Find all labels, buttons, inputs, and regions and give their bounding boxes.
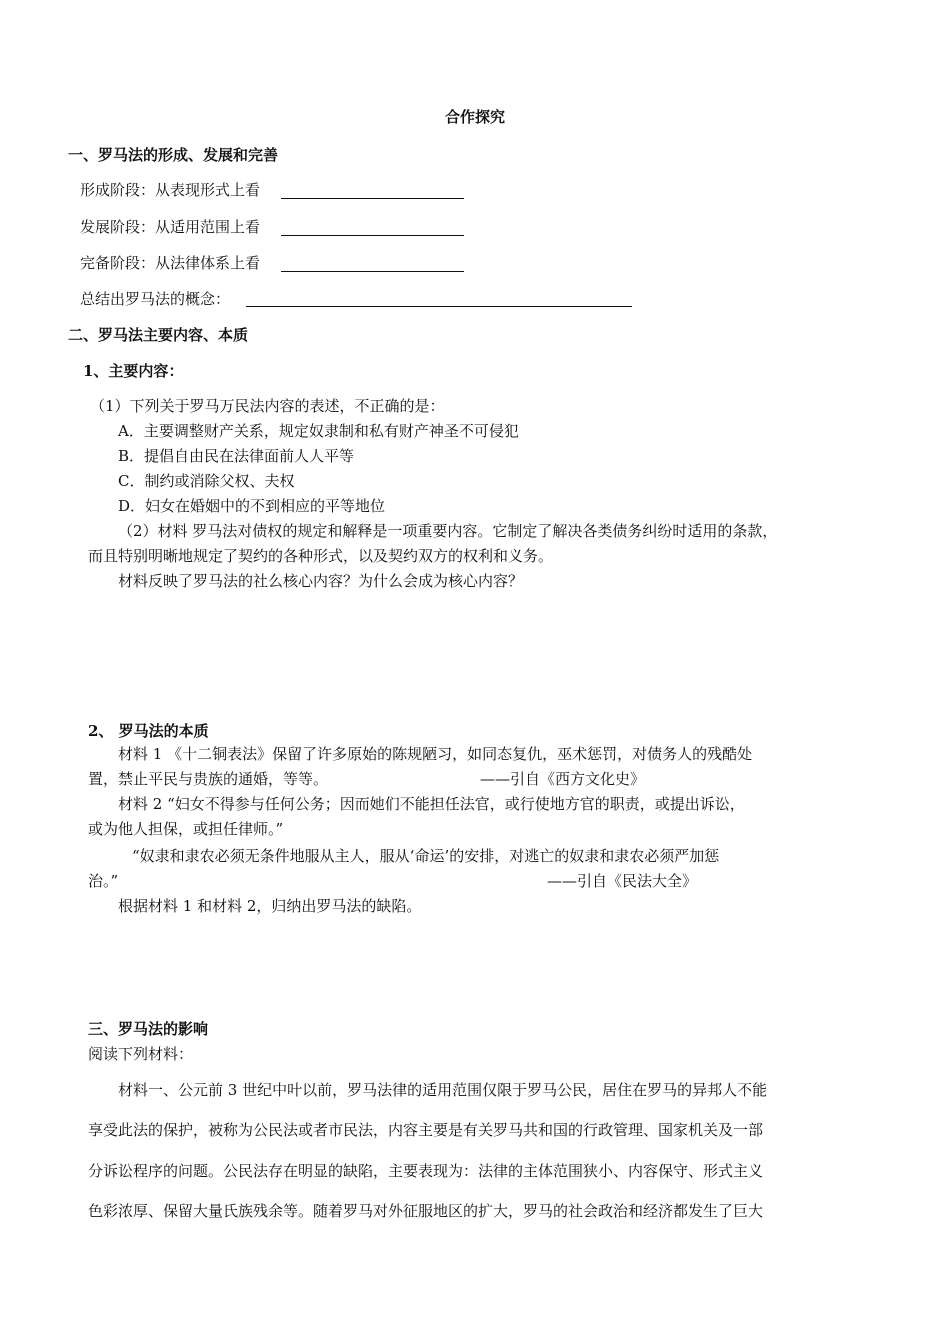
answer-blank-concept[interactable] — [246, 306, 632, 307]
material-2-source: ——引自《民法大全》 — [547, 872, 698, 890]
reading-paragraph-line2: 享受此法的保护，被称为公民法或者市民法，内容主要是有关罗马共和国的行政管理、国家机关及一部 — [88, 1121, 764, 1139]
page-title: 合作探究 — [444, 108, 505, 126]
option-a: A．主要调整财产关系，规定奴隶制和私有财产神圣不可侵犯 — [118, 422, 519, 440]
section-heading-content: 二、罗马法主要内容、本质 — [68, 326, 249, 344]
material-2-line2: 或为他人担保，或担任律师。” — [88, 820, 284, 838]
fill-label-formation-stage: 形成阶段：从表现形式上看 — [80, 181, 261, 199]
reading-paragraph-line4: 色彩浓厚、保留大量氏族残余等。随着罗马对外征服地区的扩大，罗马的社会政治和经济都发生了巨大 — [88, 1202, 764, 1220]
option-d: D．妇女在婚姻中的不到相应的平等地位 — [118, 497, 386, 515]
question-1-stem: （1）下列关于罗马万民法内容的表述，不正确的是： — [90, 397, 445, 415]
subheading-essence: 2、 罗马法的本质 — [88, 722, 209, 740]
material-2-line1: 材料 2 “妇女不得参与任何公务；因而她们不能担任法官，或行使地方官的职责，或提出诉讼， — [118, 795, 745, 813]
reading-paragraph-line3: 分诉讼程序的问题。公民法存在明显的缺陷，主要表现为：法律的主体范围狭小、内容保守、形式主义 — [88, 1162, 764, 1180]
fill-label-completion-stage: 完备阶段：从法律体系上看 — [80, 254, 261, 272]
material-1-source: ——引自《西方文化史》 — [480, 770, 646, 788]
option-b: B．提倡自由民在法律面前人人平等 — [118, 447, 355, 465]
fill-label-development-stage: 发展阶段：从适用范围上看 — [80, 218, 261, 236]
question-2-ask: 材料反映了罗马法的社么核心内容？为什么会成为核心内容？ — [118, 572, 524, 590]
material-2-line3: “奴隶和隶农必须无条件地服从主人，服从‘命运’的安排，对逃亡的奴隶和隶农必须严加惩 — [132, 847, 720, 865]
answer-blank-formation[interactable] — [281, 198, 464, 199]
question-2-material-line2: 而且特别明晰地规定了契约的各种形式，以及契约双方的权利和义务。 — [88, 547, 554, 565]
reading-paragraph-line1: 材料一、公元前 3 世纪中叶以前，罗马法律的适用范围仅限于罗马公民，居住在罗马的异邦人不能 — [118, 1081, 768, 1099]
fill-label-concept: 总结出罗马法的概念： — [80, 290, 231, 308]
answer-blank-completion[interactable] — [281, 271, 464, 272]
option-c: C．制约或消除父权、夫权 — [118, 472, 295, 490]
section-heading-formation: 一、罗马法的形成、发展和完善 — [68, 146, 279, 164]
material-1-line1: 材料 1 《十二铜表法》保留了许多原始的陈规陋习，如同态复仇，巫术惩罚，对债务人的残酷处 — [118, 745, 753, 763]
reading-intro: 阅读下列材料： — [88, 1045, 194, 1063]
material-1-line2: 置，禁止平民与贵族的通婚，等等。 — [88, 770, 329, 788]
question-2-material-line1: （2）材料 罗马法对债权的规定和解释是一项重要内容。它制定了解决各类债务纠纷时适用的条款， — [118, 522, 778, 540]
material-2-line4: 治。” — [88, 872, 119, 890]
section-heading-influence: 三、罗马法的影响 — [88, 1020, 209, 1038]
subheading-main-content: 1、主要内容： — [83, 362, 184, 380]
material-question: 根据材料 1 和材料 2，归纳出罗马法的缺陷。 — [118, 897, 422, 915]
answer-blank-development[interactable] — [281, 235, 464, 236]
